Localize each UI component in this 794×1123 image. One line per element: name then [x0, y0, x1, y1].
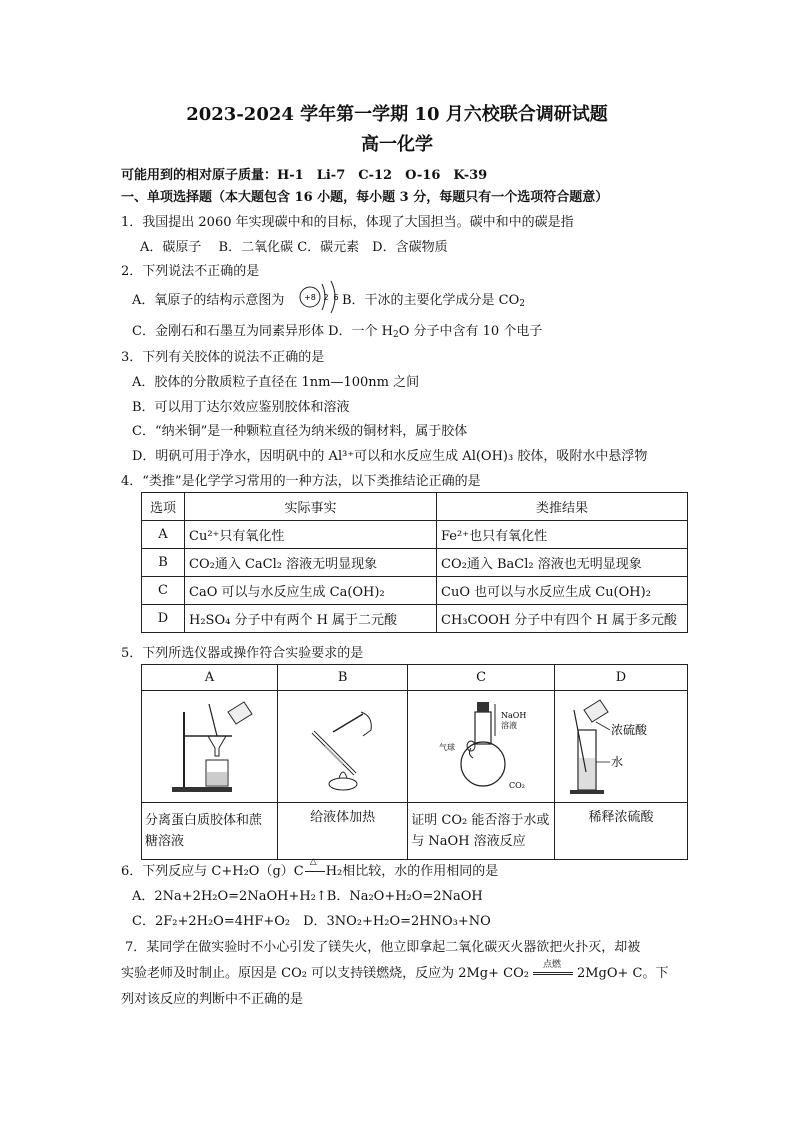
shell2-label: 6 — [333, 293, 339, 302]
section-heading: 一、单项选择题（本大题包含 16 小题，每小题 3 分，每题只有一个选项符合题意） — [121, 190, 609, 205]
q6-stem: 6．下列反应与 C+H₂O（g）C △ H₂相比较，水的作用相同的是 — [121, 857, 499, 879]
atomic-masses: 可能用到的相对原子质量：H-1 Li-7 C-12 O-16 K-39 — [121, 168, 488, 183]
q2-option-b: B．干冰的主要化学成分是 $CO_2$ — [342, 293, 526, 309]
exam-title: 2023-2024 学年第一学期 10 月六校联合调研试题 — [186, 104, 608, 125]
table-header: 选项 — [142, 493, 185, 521]
heating-apparatus — [277, 691, 407, 803]
table-header: 实际事实 — [185, 493, 437, 521]
label-naoh: NaOH — [501, 711, 527, 720]
q6-options-cd: C．2F₂+2H₂O=4HF+O₂ D．3NO₂+H₂O=2HNO₃+NO — [132, 914, 491, 929]
filtration-apparatus — [142, 691, 278, 803]
table-cell: H₂SO₄ 分子中有两个 H 属于二元酸 — [185, 605, 437, 633]
table-row — [142, 691, 688, 803]
table-row — [142, 549, 688, 577]
table-row — [142, 803, 688, 860]
condition-heat: △ — [309, 857, 317, 867]
subject-title: 高一化学 — [361, 134, 433, 155]
q7-line1: 7．某同学在做实验时不小心引发了镁失火，他立即拿起二氧化碳灭火器欲把火扑灭，却被 — [125, 940, 641, 955]
table-cell: Fe²⁺也只有氧化性 — [437, 521, 688, 549]
q1-options: A．碳原子 B．二氧化碳 C．碳元素 D．含碳物质 — [140, 240, 448, 255]
table-header: B — [277, 665, 407, 691]
q4-stem: 4．“类推”是化学学习常用的一种方法，以下类推结论正确的是 — [121, 474, 481, 489]
label-water: 水 — [611, 755, 624, 769]
q3-stem: 3．下列有关胶体的说法不正确的是 — [121, 350, 325, 365]
table-header: 类推结果 — [437, 493, 688, 521]
label-co2: CO₂ — [509, 781, 526, 790]
label-balloon: 气球 — [439, 743, 456, 752]
condition-ignite: 点燃 — [542, 960, 561, 970]
table-cell: CaO 可以与水反应生成 Ca(OH)₂ — [185, 577, 437, 605]
q5-stem: 5．下列所选仪器或操作符合实验要求的是 — [121, 646, 364, 661]
q7-line3: 列对该反应的判断中不正确的是 — [121, 992, 304, 1007]
q6-options-ab: A．2Na+2H₂O=2NaOH+H₂↑B．Na₂O+H₂O=2NaOH — [132, 889, 483, 904]
q5-table — [141, 664, 688, 860]
shell1-label: 2 — [323, 293, 329, 302]
table-row — [142, 605, 688, 633]
q2-option-cd: C．金刚石和石墨互为同素异形体 D．一个 $H_2O$ 分子中含有 10 个电子 — [132, 324, 543, 340]
q1-stem: 1．我国提出 2060 年实现碳中和的目标，体现了大国担当。碳中和中的碳是指 — [121, 215, 574, 230]
q3-option-d: D．明矾可用于净水，因明矾中的 Al³⁺可以和水反应生成 Al(OH)₃ 胶体，吸附水中悬浮物 — [132, 449, 648, 464]
table-header-row — [142, 493, 688, 521]
table-header-row — [142, 665, 688, 691]
label-solution: 溶液 — [501, 721, 518, 730]
table-cell: Cu²⁺只有氧化性 — [185, 521, 437, 549]
filtration-icon — [144, 692, 274, 797]
table-header: A — [142, 665, 278, 691]
table-cell: CuO 也可以与水反应生成 Cu(OH)₂ — [437, 577, 688, 605]
caption-b: 给液体加热 — [277, 803, 407, 860]
q4-table — [141, 492, 688, 633]
table-cell: C — [142, 577, 185, 605]
table-header: C — [408, 665, 555, 691]
label-conc-acid: 浓硫酸 — [611, 723, 648, 737]
caption-a: 分离蛋白质胶体和蔗糖溶液 — [142, 803, 278, 860]
q3-option-a: A．胶体的分散质粒子直径在 1nm—100nm 之间 — [132, 375, 420, 390]
q7-line2: 实验老师及时制止。原因是 CO₂ 可以支持镁燃烧，反应为 2Mg+ CO₂ 点燃 2MgO+ C。下 — [121, 962, 669, 981]
caption-c: 证明 CO₂ 能否溶于水或与 NaOH 溶液反应 — [408, 803, 555, 860]
table-cell: CH₃COOH 分子中有四个 H 属于多元酸 — [437, 605, 688, 633]
table-cell: CO₂通入 BaCl₂ 溶液也无明显现象 — [437, 549, 688, 577]
table-row — [142, 577, 688, 605]
flask-icon — [411, 692, 551, 797]
table-header: D — [555, 665, 688, 691]
table-cell: A — [142, 521, 185, 549]
oxygen-atom-diagram — [298, 278, 343, 316]
dilution-apparatus — [555, 691, 688, 803]
q2-option-a: A．氧原子的结构示意图为 — [132, 293, 285, 308]
co2-flask-apparatus — [408, 691, 555, 803]
dilution-icon — [556, 692, 686, 797]
q3-option-c: C．“纳米铜”是一种颗粒直径为纳米级的铜材料，属于胶体 — [132, 424, 468, 439]
q2-stem: 2．下列说法不正确的是 — [121, 264, 260, 279]
heating-icon — [283, 692, 403, 797]
table-row — [142, 521, 688, 549]
caption-d: 稀释浓硫酸 — [555, 803, 688, 860]
table-cell: B — [142, 549, 185, 577]
table-cell: D — [142, 605, 185, 633]
table-cell: CO₂通入 CaCl₂ 溶液无明显现象 — [185, 549, 437, 577]
q3-option-b: B．可以用丁达尔效应鉴别胶体和溶液 — [132, 400, 350, 415]
nucleus-label: +8 — [304, 293, 316, 302]
